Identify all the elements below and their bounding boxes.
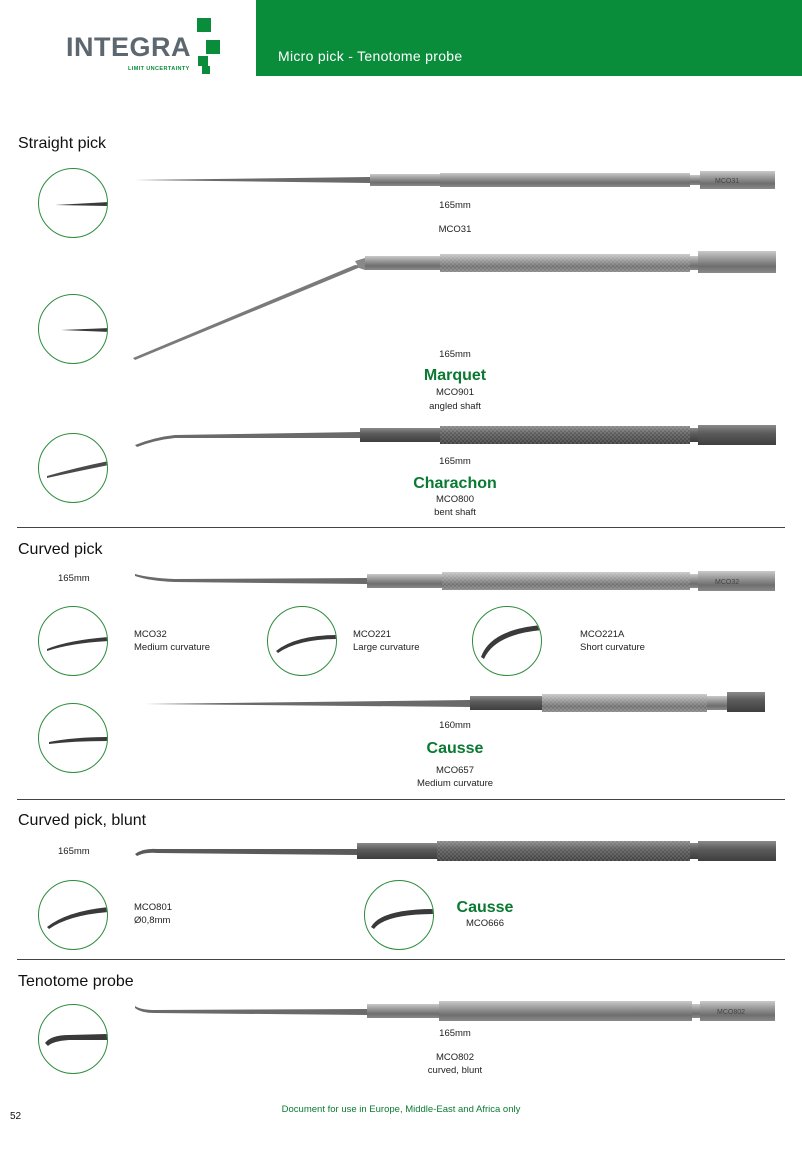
variant-description: Large curvature: [353, 642, 420, 653]
instrument-charachon: [135, 423, 780, 449]
product-code: MCO31: [438, 224, 472, 235]
tip-detail-circle: [38, 880, 108, 950]
large-curve-tip-icon: [268, 607, 336, 675]
instrument-curved-pick: [135, 568, 780, 594]
product-code: MCO800: [435, 494, 474, 505]
length-label: 165mm: [58, 573, 90, 584]
medium-curve-tip-icon: [39, 607, 107, 675]
section-divider: [17, 527, 785, 528]
length-label: 165mm: [439, 456, 471, 467]
brand-name: Charachon: [413, 475, 497, 492]
header-bar: [256, 0, 802, 76]
tip-detail-circle: [38, 168, 108, 238]
tip-detail-circle: [364, 880, 434, 950]
handle-engraving: MCO31: [715, 178, 740, 185]
bent-tip-icon: [39, 434, 107, 502]
variant-description: Short curvature: [580, 642, 645, 653]
product-description: Ø0,8mm: [134, 915, 171, 926]
straight-tip-icon: [39, 295, 107, 363]
length-label: 165mm: [58, 846, 90, 857]
variant-description: Medium curvature: [134, 642, 211, 653]
handle-engraving: MCO802: [717, 1009, 746, 1016]
length-label: 160mm: [439, 720, 471, 731]
blunt-curve-tip-icon: [39, 881, 107, 949]
medium-curve-tip-icon: [39, 704, 107, 772]
blunt-curve-tip-icon: [365, 881, 433, 949]
section-divider: [17, 799, 785, 800]
product-code: MCO901: [435, 387, 474, 398]
short-curve-tip-icon: [473, 607, 541, 675]
section-title-straight-pick: Straight pick: [18, 135, 107, 152]
section-title-curved-pick: Curved pick: [18, 541, 103, 558]
tip-detail-circle: [38, 433, 108, 503]
brand-name: Causse: [456, 899, 514, 916]
instrument-curved-pick-blunt: [135, 838, 780, 864]
product-description: angled shaft: [429, 401, 481, 412]
instrument-marquet: [133, 248, 778, 363]
instrument-straight-pick: [135, 170, 780, 194]
page-number: 52: [10, 1111, 22, 1122]
probe-tip-icon: [39, 1005, 107, 1073]
tip-detail-circle: [38, 294, 108, 364]
logo-text: INTEGRA: [66, 32, 191, 62]
variant-code: MCO32: [134, 629, 167, 640]
instrument-tenotome-probe: [135, 998, 780, 1024]
straight-tip-icon: [39, 169, 107, 237]
product-description: Medium curvature: [416, 778, 494, 789]
length-label: 165mm: [439, 1028, 471, 1039]
tip-detail-circle: [38, 703, 108, 773]
page-title: Micro pick - Tenotome probe: [278, 48, 463, 64]
footer-note: Document for use in Europe, Middle-East and Africa only: [281, 1104, 521, 1115]
variant-code: MCO221: [353, 629, 392, 640]
product-code: MCO801: [134, 902, 173, 913]
length-label: 165mm: [439, 349, 471, 360]
tip-detail-circle: [38, 1004, 108, 1074]
length-label: 165mm: [439, 200, 471, 211]
section-divider: [17, 959, 785, 960]
logo-squares-icon: [192, 18, 226, 78]
tip-detail-circle-short: [472, 606, 542, 676]
tip-detail-circle-large: [267, 606, 337, 676]
instrument-causse-curved: [145, 690, 770, 716]
section-title-curved-pick-blunt: Curved pick, blunt: [18, 812, 147, 829]
product-description: bent shaft: [434, 507, 476, 518]
product-code: MCO666: [465, 918, 504, 929]
handle-engraving: MCO32: [715, 579, 740, 586]
tip-detail-circle-medium: [38, 606, 108, 676]
section-title-tenotome-probe: Tenotome probe: [18, 973, 134, 990]
brand-name: Marquet: [423, 367, 487, 384]
product-code: MCO657: [435, 765, 474, 776]
brand-name: Causse: [426, 740, 484, 757]
logo-tagline: LIMIT UNCERTAINTY: [128, 66, 190, 72]
product-description: curved, blunt: [427, 1065, 483, 1076]
variant-code: MCO221A: [580, 629, 625, 640]
product-code: MCO802: [435, 1052, 474, 1063]
